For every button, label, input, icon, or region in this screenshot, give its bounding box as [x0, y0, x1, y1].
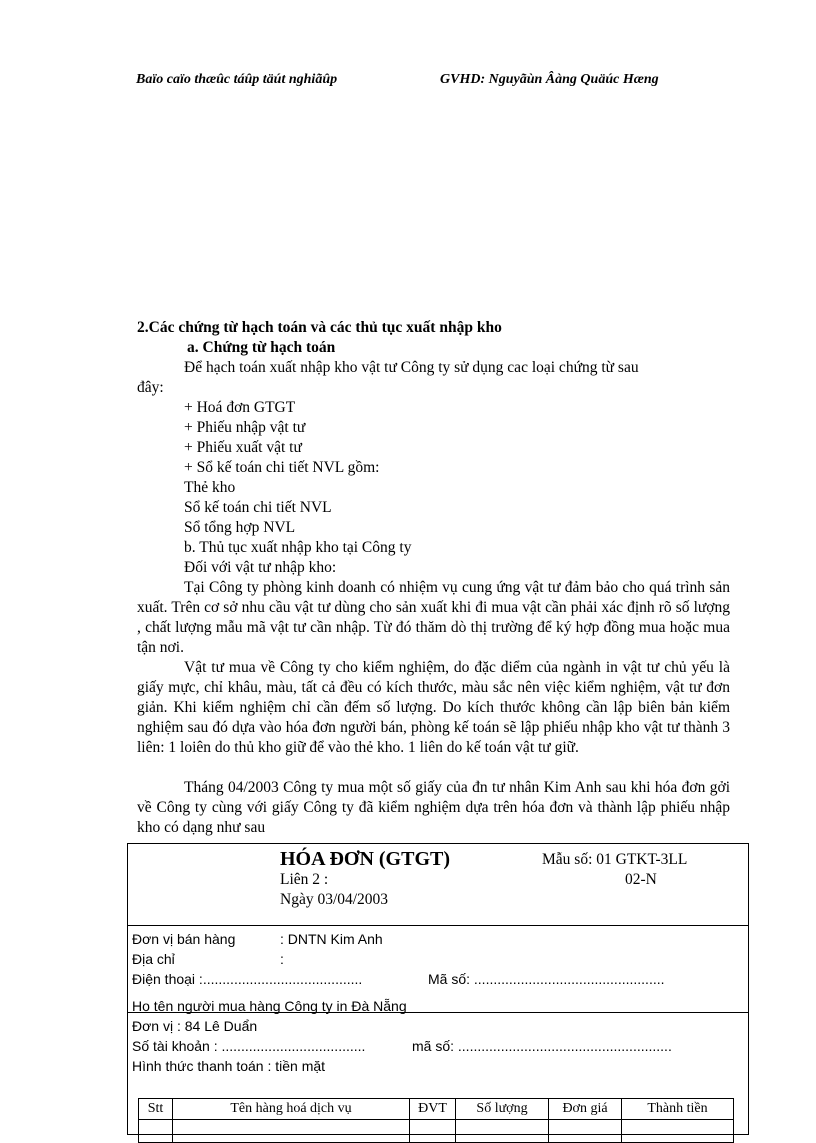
- invoice-date: Ngày 03/04/2003: [280, 891, 389, 908]
- list-item: + Hoá đơn GTGT: [184, 399, 296, 416]
- buyer-name: Họ tên người mua hàng Công ty in Đà Nẵng: [132, 998, 407, 1014]
- paragraph: Tại Công ty phòng kinh doanh có nhiệm vụ cung ứng vật tư đảm bảo cho quá trình sản xuất. Trên cơ sở nhu cầu vật tư dùng cho sản xuất khi đi mua vật cần phải xác định rõ số lượng , chất lượng mẫu mã vật tư cần nhập. Từ đó thăm dò thị trường để ký hợp đồng mua hoặc mua tận nơi.: [137, 579, 730, 656]
- column-header: Tên hàng hoá dịch vụ: [173, 1099, 410, 1120]
- account-code-field: mã số: .......................................................: [412, 1038, 672, 1054]
- invoice-form: [127, 843, 749, 1135]
- address-label: Địa chỉ: [132, 951, 175, 967]
- section-title: 2.Các chứng từ hạch toán và các thủ tục xuất nhập kho: [137, 319, 502, 336]
- list-item: Đối với vật tư nhập kho:: [184, 559, 337, 576]
- intro-line-1: Để hạch toán xuất nhập kho vật tư Công ty sử dụng cac loại chứng từ sau: [184, 359, 639, 376]
- phone-field: Điện thoại :.........................................: [132, 971, 363, 987]
- divider: [128, 1012, 748, 1013]
- account-number-field: Số tài khoản : .....................................: [132, 1038, 366, 1054]
- buyer-unit: Đơn vị : 84 Lê Duẩn: [132, 1018, 258, 1034]
- payment-method: Hình thức thanh toán : tiền mặt: [132, 1058, 326, 1074]
- list-item: + Sổ kế toán chi tiết NVL gồm:: [184, 459, 380, 476]
- paragraph: Vật tư mua về Công ty cho kiểm nghiệm, do đặc diểm của ngành in vật tư chủ yếu là giấy mực, chỉ khâu, màu, tất cả đều có kích thước, màu sắc nên việc kiểm nghiệm, vật tư đơn giản. Khi kiểm nghiệm chỉ cần đếm số lượng. Do kích thước không cần lập biên bản kiểm nghiệm sau đó dựa vào hóa đơn người bán, phòng kế toán sẽ lập phiếu nhập kho vật tư thành 3 liên: 1 loiên do thủ kho giữ để vào thẻ kho. 1 liên do kế toán vật tư giữ.: [137, 659, 730, 756]
- list-item: Sổ kế toán chi tiết NVL: [184, 499, 332, 516]
- table-header-row: [139, 1099, 734, 1120]
- seller-label: Đơn vị bán hàng: [132, 931, 236, 947]
- items-table: [138, 1098, 734, 1143]
- invoice-copy: Liên 2 :: [280, 871, 329, 888]
- list-item: Sổ tổng hợp NVL: [184, 519, 296, 536]
- divider: [128, 925, 748, 926]
- intro-line-2: đây:: [137, 379, 164, 396]
- header-right: GVHD: Nguyãùn Âàng Quäúc Hæng: [440, 72, 659, 87]
- list-item: + Phiếu xuất vật tư: [184, 439, 302, 456]
- list-item: Thẻ kho: [184, 479, 236, 496]
- header-left: Baïo caïo thæûc táûp täút nghiãûp: [136, 72, 338, 87]
- subsection-a-title: a. Chứng từ hạch toán: [187, 339, 336, 356]
- form-number: Mẫu số: 01 GTKT-3LL: [542, 851, 688, 868]
- column-header: ĐVT: [410, 1099, 456, 1120]
- paragraph: Tháng 04/2003 Công ty mua một số giấy của đn tư nhân Kim Anh sau khi hóa đơn gởi về Công ty cùng với giấy Công ty đã kiểm nghiệm dựa trên hóa đơn và thành lập phiếu nhập kho có dạng như sau: [137, 779, 730, 836]
- invoice-title: HÓA ĐƠN (GTGT): [280, 848, 451, 870]
- seller-value: : DNTN Kim Anh: [280, 931, 383, 947]
- column-header: Đơn giá: [549, 1099, 622, 1120]
- column-header: Thành tiền: [622, 1099, 734, 1120]
- column-header: Số lượng: [456, 1099, 549, 1120]
- subsection-b-title: b. Thủ tục xuất nhập kho tại Công ty: [184, 539, 412, 556]
- address-value: :: [280, 951, 284, 967]
- column-header: Stt: [139, 1099, 173, 1120]
- tax-code-field: Mã số: .................................................: [428, 971, 665, 987]
- form-suffix: 02-N: [625, 871, 657, 888]
- list-item: + Phiếu nhập vật tư: [184, 419, 306, 436]
